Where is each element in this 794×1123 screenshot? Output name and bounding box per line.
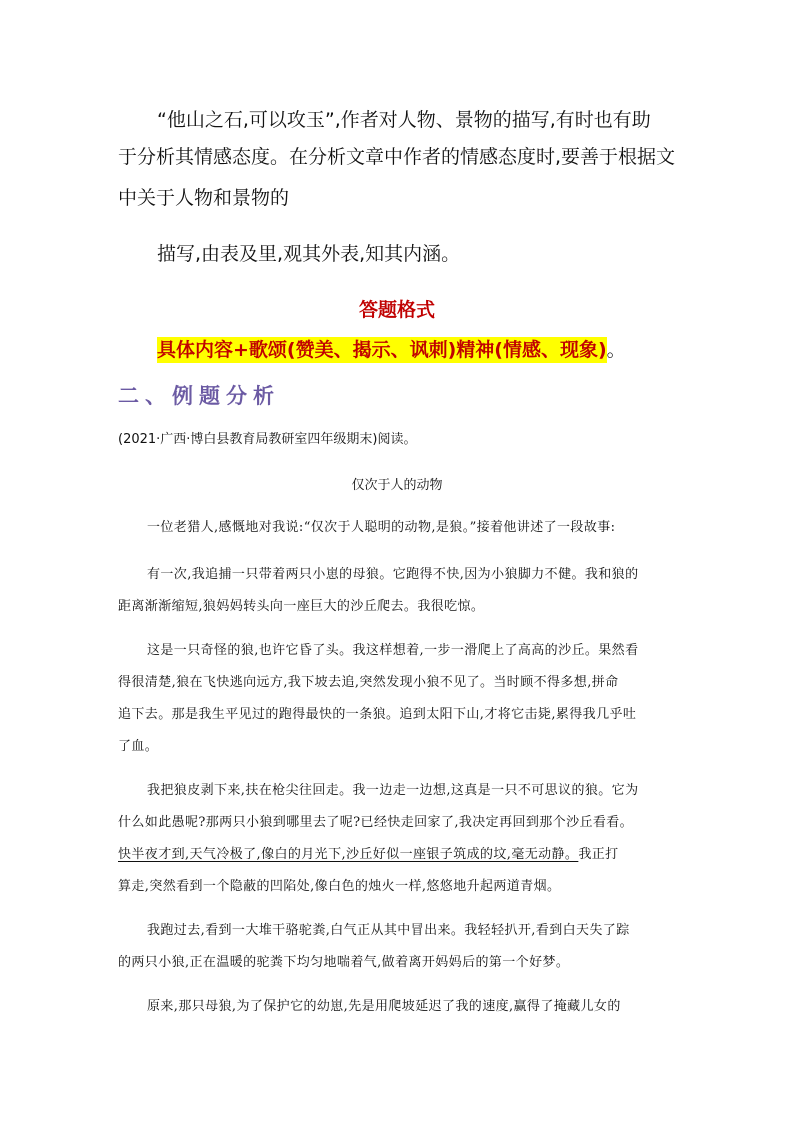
article-line-4: 这是一只奇怪的狼,也许它昏了头。我这样想着,一步一滑爬上了高高的沙丘。果然看 [147, 643, 639, 658]
article-line-10-tail: 我正打 [578, 847, 619, 862]
section-heading: 二、例题分析 [118, 384, 280, 408]
article-line-8: 我把狼皮剥下来,扶在枪尖往回走。我一边走一边想,这真是一只不可思议的狼。它为 [147, 783, 639, 798]
article-line-13: 的两只小狼,正在温暖的驼粪下均匀地喘着气,做着离开妈妈后的第一个好梦。 [118, 955, 570, 970]
article-line-3: 距离渐渐缩短,狼妈妈转头向一座巨大的沙丘爬去。我很吃惊。 [118, 599, 485, 614]
article-line-7: 了血。 [118, 739, 159, 754]
article-line-12: 我跑过去,看到一大堆干骆驼粪,白气正从其中冒出来。我轻轻扒开,看到白天失了踪 [147, 923, 630, 938]
answer-formula [157, 336, 626, 364]
answer-format-title: 答题格式 [358, 299, 435, 321]
article-line-6: 追下去。那是我生平见过的跑得最快的一条狼。追到太阳下山,才将它击毙,累得我几乎吐 [118, 707, 637, 722]
article-line-2: 有一次,我追捕一只带着两只小崽的母狼。它跑得不快,因为小狼脚力不健。我和狼的 [147, 567, 639, 582]
intro-paragraph-line-3: 中关于人物和景物的 [118, 187, 290, 209]
article-underlined-sentence: 快半夜才到,天气冷极了,像白的月光下,沙丘好似一座银子筑成的坟,毫无动静。 [118, 847, 579, 862]
article-line-1: 一位老猎人,感慨地对我说:“仅次于人聪明的动物,是狼。”接着他讲述了一段故事: [147, 520, 616, 535]
article-line-14: 原来,那只母狼,为了保护它的幼崽,先是用爬坡延迟了我的速度,赢得了掩藏儿女的 [147, 999, 621, 1014]
answer-formula-tail: 。 [606, 339, 626, 361]
intro-paragraph-line-2: 于分析其情感态度。在分析文章中作者的情感态度时,要善于根据文 [118, 146, 676, 168]
article-title: 仅次于人的动物 [351, 478, 443, 493]
intro-paragraph-line-4: 描写,由表及里,观其外表,知其内涵。 [157, 243, 461, 265]
article-line-9: 什么如此愚呢?那两只小狼到哪里去了呢?已经快走回家了,我决定再回到那个沙丘看看。 [118, 815, 634, 830]
article-line-11: 算走,突然看到一个隐蔽的凹陷处,像白色的烛火一样,悠悠地升起两道青烟。 [118, 879, 561, 894]
intro-paragraph-line-1: “他山之石,可以攻玉”,作者对人物、景物的描写,有时也有助 [157, 109, 651, 131]
article-line-10 [118, 845, 619, 865]
article-line-5: 得很清楚,狼在飞快逃向远方,我下坡去追,突然发现小狼不见了。当时顾不得多想,拼命 [118, 675, 619, 690]
source-line: (2021·广西·博白县教育局教研室四年级期末)阅读。 [118, 432, 417, 447]
answer-formula-highlight: 具体内容+歌颂(赞美、揭示、讽刺)精神(情感、现象) [157, 339, 607, 361]
